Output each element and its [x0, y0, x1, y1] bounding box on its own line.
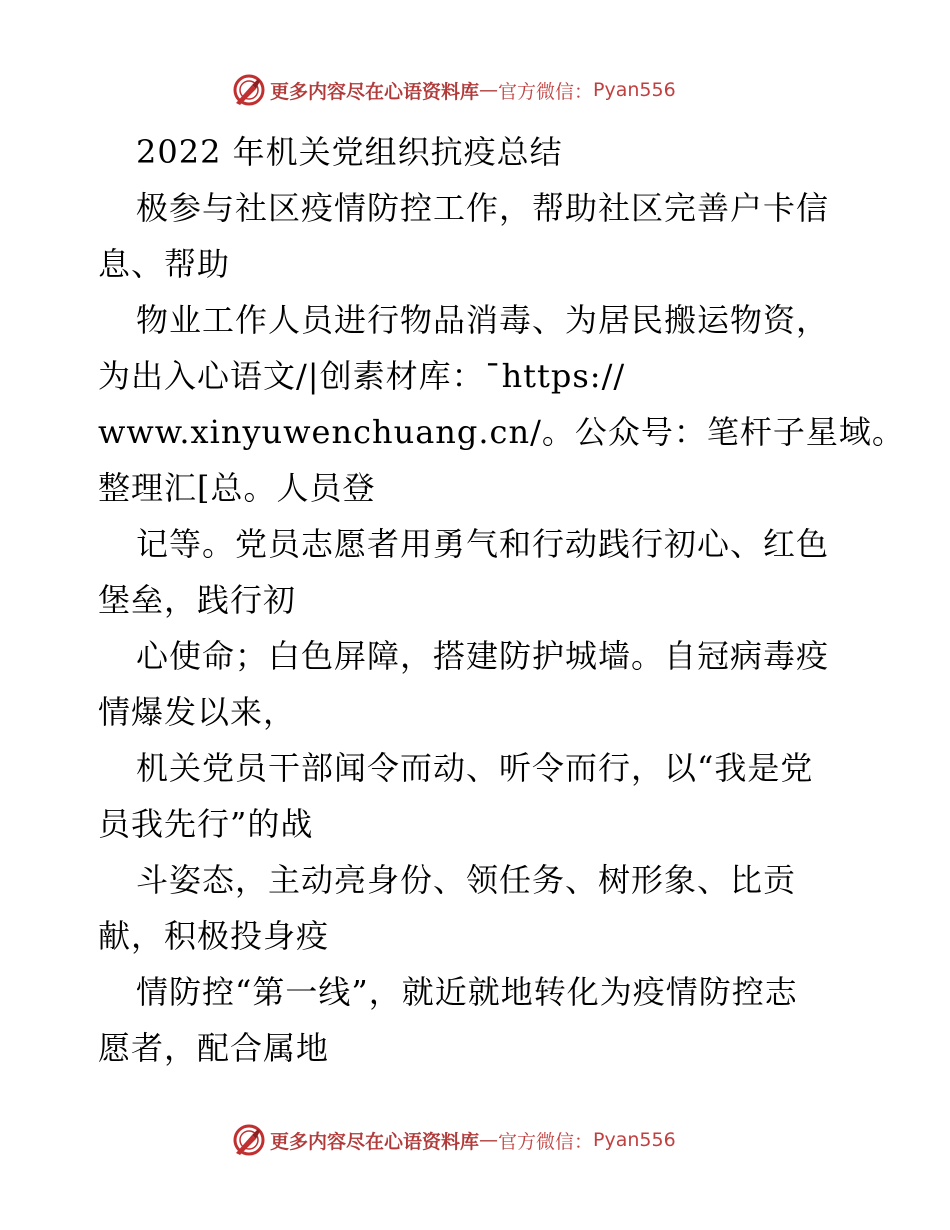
doc-line: www.xinyuwenchuang.cn/。公众号：笔杆子星域。 — [98, 413, 905, 451]
banner-site-name: 更多内容尽在心语资料库 — [270, 80, 480, 103]
banner-dash: — — [479, 79, 499, 101]
banner-wechat-label: 官方微信： — [498, 80, 594, 103]
doc-line: 心使命；白色屏障，搭建防护城墙。自冠病毒疫 — [136, 637, 830, 675]
header-watermark-banner — [232, 70, 676, 110]
doc-line: 员我先行”的战 — [98, 805, 314, 843]
pen-logo-icon — [232, 73, 266, 107]
doc-line: 机关党员干部闻令而动、听令而行，以“我是党 — [136, 749, 814, 787]
pen-logo-icon — [232, 1123, 266, 1157]
banner-dash: — — [479, 1129, 499, 1151]
doc-line: 堡垒，践行初 — [98, 581, 297, 619]
doc-line: 物业工作人员进行物品消毒、为居民搬运物资， — [136, 301, 830, 339]
banner-wechat-id: Pyan556 — [593, 1129, 676, 1151]
footer-watermark-banner — [232, 1120, 676, 1160]
doc-line: 情爆发以来， — [98, 693, 297, 731]
document-body — [98, 124, 905, 1076]
banner-wechat-id: Pyan556 — [593, 79, 676, 101]
doc-title: 2022 年机关党组织抗疫总结 — [136, 133, 563, 171]
doc-line: 记等。党员志愿者用勇气和行动践行初心、红色 — [136, 525, 830, 563]
banner-wechat-label: 官方微信： — [498, 1130, 594, 1153]
doc-line: 极参与社区疫情防控工作，帮助社区完善户卡信 — [136, 189, 830, 227]
doc-line: 愿者，配合属地 — [98, 1029, 330, 1067]
doc-line: 整理汇[总。人员登 — [98, 469, 376, 507]
doc-line: 献，积极投身疫 — [98, 917, 330, 955]
doc-line: 斗姿态，主动亮身份、领任务、树形象、比贡 — [136, 861, 797, 899]
banner-site-name: 更多内容尽在心语资料库 — [270, 1130, 480, 1153]
doc-line: 息、帮助 — [98, 245, 231, 283]
doc-line: 情防控“第一线”，就近就地转化为疫情防控志 — [136, 973, 798, 1011]
doc-line: 为出入心语文/|创素材库：¯https:// — [98, 357, 626, 395]
